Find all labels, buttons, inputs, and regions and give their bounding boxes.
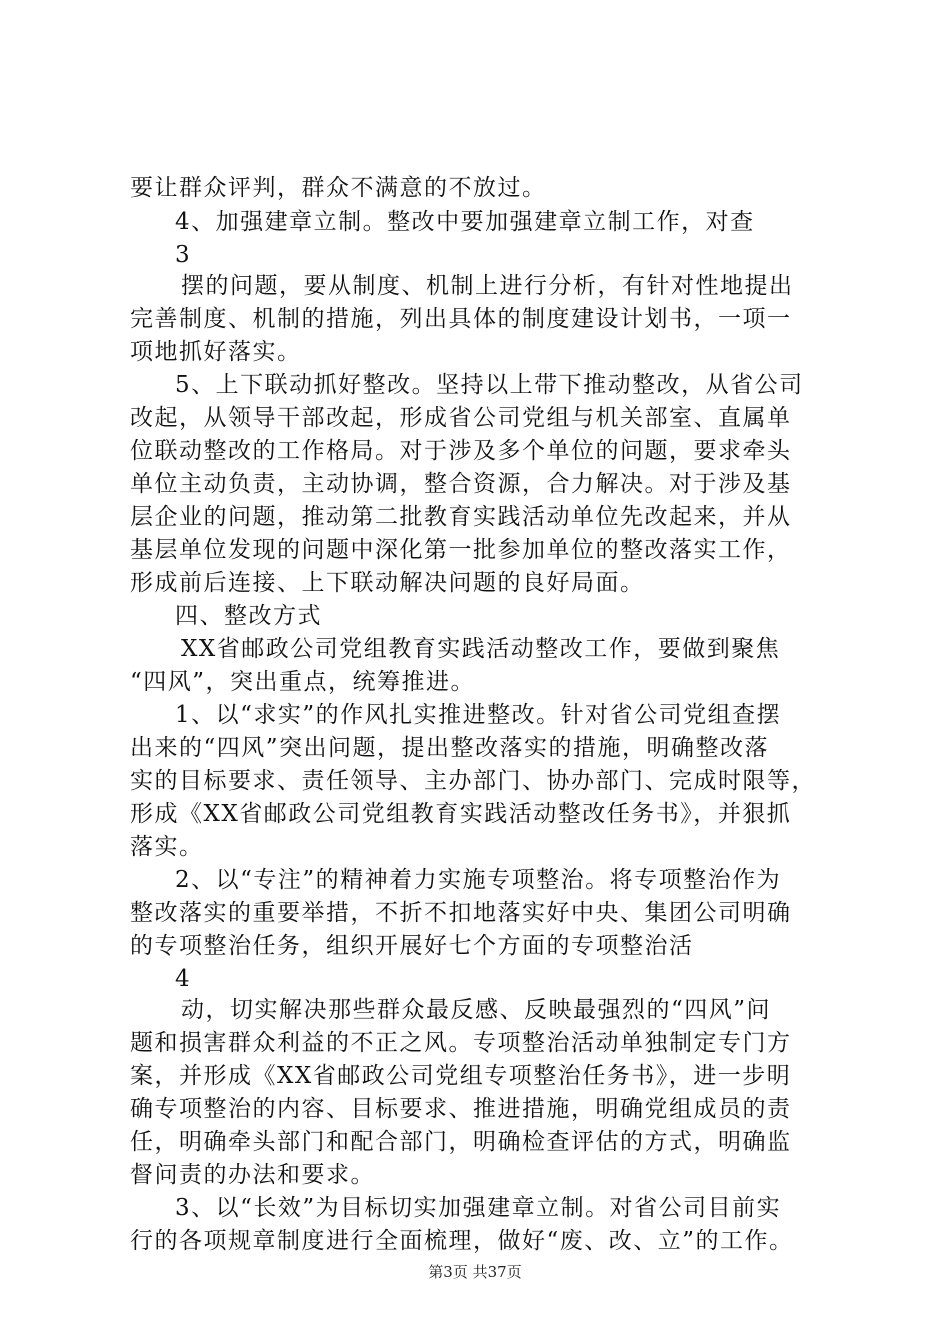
inline-page-number: 4 (175, 966, 192, 992)
text-line: XX省邮政公司党组教育实践活动整改工作，要做到聚焦 (181, 636, 781, 662)
text-line: 位联动整改的工作格局。对于涉及多个单位的问题，要求牵头 (130, 438, 792, 464)
text-line: 4、加强建章立制。整改中要加强建章立制工作，对查 (175, 209, 755, 235)
text-line: 5、上下联动抓好整改。坚持以上带下推动整改，从省公司 (175, 372, 804, 398)
text-line: 任，明确牵头部门和配合部门，明确检查评估的方式，明确监 (130, 1129, 792, 1155)
text-line: 落实。 (130, 834, 204, 860)
text-line: 督问责的办法和要求。 (130, 1162, 375, 1188)
text-line: 2、以“专注”的精神着力实施专项整治。将专项整治作为 (175, 867, 782, 893)
text-line: 要让群众评判，群众不满意的不放过。 (130, 175, 547, 201)
inline-page-number: 3 (175, 242, 192, 268)
text-line: 案，并形成《XX省邮政公司党组专项整治任务书》，进一步明 (130, 1063, 792, 1089)
text-line: 实的目标要求、责任领导、主办部门、协办部门、完成时限等， (130, 768, 816, 794)
text-line: 动，切实解决那些群众最反感、反映最强烈的“四风”问 (181, 997, 772, 1023)
text-line: 的专项整治任务，组织开展好七个方面的专项整治活 (130, 933, 694, 959)
text-line: 1、以“求实”的作风扎实推进整改。针对省公司党组查摆 (175, 702, 782, 728)
text-line: 3、以“长效”为目标切实加强建章立制。对省公司目前实 (175, 1195, 782, 1221)
text-line: 单位主动负责，主动协调，整合资源，合力解决。对于涉及基 (130, 471, 792, 497)
text-line: 基层单位发现的问题中深化第一批参加单位的整改落实工作， (130, 537, 792, 563)
text-line: 出来的“四风”突出问题，提出整改落实的措施，明确整改落 (130, 735, 770, 761)
text-line: 改起，从领导干部改起，形成省公司党组与机关部室、直属单 (130, 405, 792, 431)
text-line: 形成前后连接、上下联动解决问题的良好局面。 (130, 570, 645, 596)
page-footer: 第3页 共37页 (428, 1263, 522, 1281)
text-line: 项地抓好落实。 (130, 339, 302, 365)
text-line: “四风”，突出重点，统筹推进。 (130, 669, 476, 695)
text-line: 摆的问题，要从制度、机制上进行分析，有针对性地提出 (181, 273, 794, 299)
text-line: 确专项整治的内容、目标要求、推进措施，明确党组成员的责 (130, 1096, 792, 1122)
text-line: 整改落实的重要举措，不折不扣地落实好中央、集团公司明确 (130, 900, 792, 926)
text-line: 形成《XX省邮政公司党组教育实践活动整改任务书》，并狠抓 (130, 801, 792, 827)
text-line: 题和损害群众利益的不正之风。专项整治活动单独制定专门方 (130, 1030, 792, 1056)
text-line: 层企业的问题，推动第二批教育实践活动单位先改起来，并从 (130, 504, 792, 530)
text-line: 行的各项规章制度进行全面梳理，做好“废、改、立”的工作。 (130, 1228, 794, 1254)
text-line: 完善制度、机制的措施，列出具体的制度建设计划书，一项一 (130, 306, 792, 332)
section-heading: 四、整改方式 (175, 603, 322, 629)
